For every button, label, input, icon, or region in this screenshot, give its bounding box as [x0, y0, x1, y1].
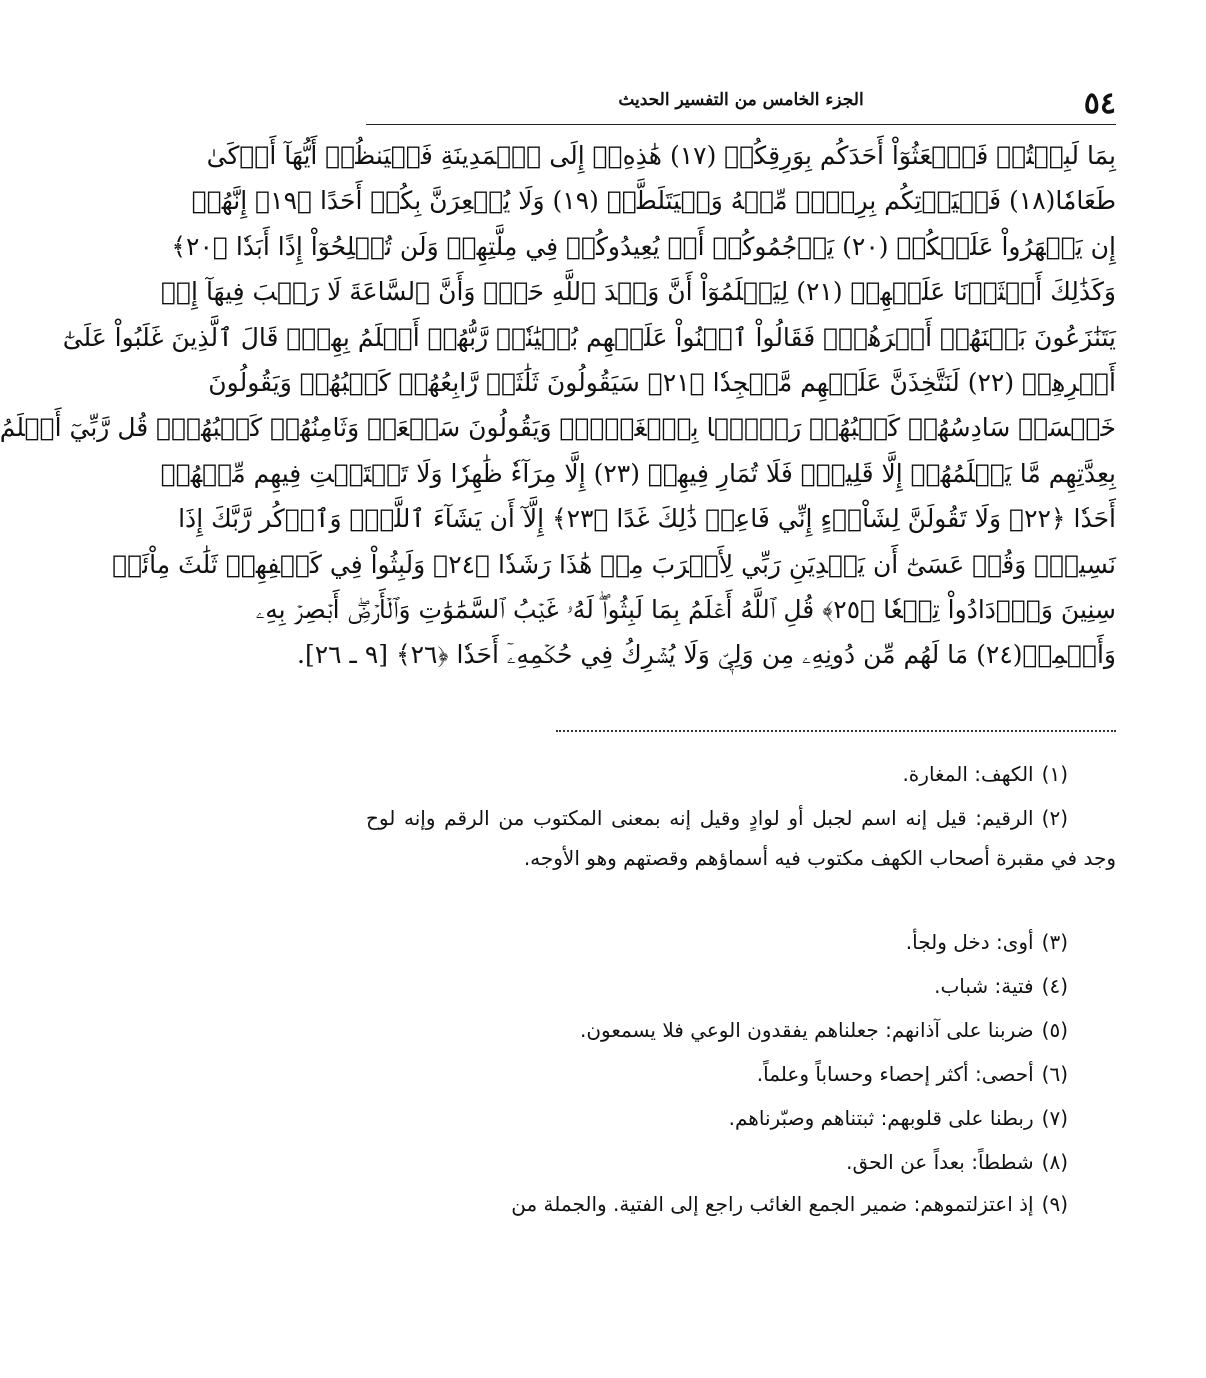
verse-line: خَمۡسَةٞ سَادِسُهُمۡ كَلۡبُهُمۡ رَجۡمَۢا بِٱلۡغَيۡبِۖ وَيَقُولُونَ سَبۡعَةٞ وَثَامِنُهُمۡ كَلۡبُهُمۡۚ قُل رَّبِّيٓ أَعۡلَمُ [0, 413, 1116, 443]
footnote-number: (٤) [1041, 974, 1068, 998]
footnote-text: ضربنا على آذانهم: جعلناهم يفقدون الوعي فلا يسمعون. [579, 1018, 1034, 1042]
footnote-number: (٥) [1041, 1018, 1068, 1042]
footnote-separator [556, 730, 1116, 732]
footnote-text: الرقيم: قيل إنه اسم لجبل أو لوادٍ وقيل إنه بمعنى المكتوب من الرقم وإنه لوح وجد في مقبرة أصحاب الكهف مكتوب فيه أسماؤهم وقصتهم وهو الأوجه. [366, 806, 1116, 870]
footnote-number: (٨) [1041, 1150, 1068, 1174]
verse-line: أَمۡرِهِمۡ (٢٢) لَنَتَّخِذَنَّ عَلَيۡهِم مَّسۡجِدٗا ﴿٢١﴾ سَيَقُولُونَ ثَلَٰثَةٞ رَّابِعُهُمۡ كَلۡبُهُمۡ وَيَقُولُونَ [208, 367, 1116, 397]
verse-line: وَأَسۡمِعۡ(٢٤) مَا لَهُم مِّن دُونِهِۦ مِن وَلِيّٖ وَلَا يُشۡرِكُ فِي حُكۡمِهِۦٓ أَحَدٗا ﴿٢٦﴾ [٩ ـ ٢٦]. [297, 640, 1116, 670]
footnote-text: إذ اعتزلتموهم: ضمير الجمع الغائب راجع إلى الفتية. والجملة من [511, 1192, 1034, 1216]
footnote [511, 1192, 1068, 1216]
quran-verses [0, 133, 1116, 678]
footnote-number: (٣) [1041, 930, 1068, 954]
footnote-number: (٧) [1041, 1106, 1068, 1130]
footnote-text: الكهف: المغارة. [902, 762, 1034, 786]
footnote-number: (٩) [1041, 1192, 1068, 1216]
footnote-text: ربطنا على قلوبهم: ثبتناهم وصبّرناهم. [728, 1106, 1034, 1130]
verse-line: نَسِيتَۚ وَقُلۡ عَسَىٰٓ أَن يَهۡدِيَنِ رَبِّي لِأَقۡرَبَ مِنۡ هَٰذَا رَشَدٗا ﴿٢٤﴾ وَلَبِثُواْ فِي كَهۡفِهِمۡ ثَلَٰثَ مِاْئَةٖ [112, 549, 1116, 579]
footnote-number: (٢) [1041, 806, 1068, 830]
verse-line: أَحَدٗا ﴿٢٢﴾ وَلَا تَقُولَنَّ لِشَاْيۡءٍ إِنِّي فَاعِلٞ ذَٰلِكَ غَدًا ﴿٢٣﴾ إِلَّآ أَن يَشَآءَ ٱللَّهُۚ وَٱذۡكُر رَّبَّكَ إِذَا [178, 504, 1116, 534]
footnote [729, 1106, 1068, 1130]
verse-line: إِن يَظۡهَرُواْ عَلَيۡكُمۡ (٢٠) يَرۡجُمُوكُمۡ أَوۡ يُعِيدُوكُمۡ فِي مِلَّتِهِمۡ وَلَن تُفۡلِحُوٓاْ إِذًا أَبَدٗا ﴿٢٠﴾ [171, 231, 1116, 261]
header-divider [366, 124, 1116, 125]
footnote [846, 1150, 1068, 1174]
verse-line: طَعَامٗا(١٨) فَلۡيَأۡتِكُم بِرِزۡقٖ مِّنۡهُ وَلۡيَتَلَطَّفۡ (١٩) وَلَا يُشۡعِرَنَّ بِكُمۡ أَحَدًا ﴿١٩﴾ إِنَّهُمۡ [191, 186, 1116, 216]
footnote-text: أحصى: أكثر إحصاء وحساباً وعلماً. [756, 1062, 1034, 1086]
page-header [366, 80, 1116, 120]
footnote-text: فتية: شباب. [934, 974, 1034, 998]
footnote [934, 974, 1068, 998]
footnote-text: شططاً: بعداً عن الحق. [846, 1150, 1034, 1174]
footnote [580, 1018, 1068, 1042]
footnote [906, 930, 1068, 954]
page-number: ٥٤ [1083, 86, 1116, 121]
verse-line: سِنِينَ وَٱزۡدَادُواْ تِسۡعٗا ﴿٢٥﴾ قُلِ ٱللَّهُ أَعۡلَمُ بِمَا لَبِثُواْۖ لَهُۥ غَيۡبُ ٱلسَّمَٰوَٰتِ وَٱلۡأَرۡضِۖ أَبۡصِرۡ بِهِۦ [255, 594, 1116, 624]
footnote-text: أوى: دخل ولجأ. [905, 930, 1034, 954]
footnote [757, 1062, 1068, 1086]
footnote-number: (٦) [1041, 1062, 1068, 1086]
verse-line: بِمَا لَبِثۡتُمۡ فَٱبۡعَثُوٓاْ أَحَدَكُم بِوَرِقِكُمۡ (١٧) هَٰذِهِۦٓ إِلَى ٱلۡمَدِينَةِ فَلۡيَنظُرۡ أَيُّهَآ أَزۡكَىٰ [206, 141, 1116, 170]
verse-line: بِعِدَّتِهِم مَّا يَعۡلَمُهُمۡ إِلَّا قَلِيلٞۗ فَلَا تُمَارِ فِيهِمۡ (٢٣) إِلَّا مِرَآءٗ ظَٰهِرٗا وَلَا تَسۡتَفۡتِ فِيهِم مِّنۡهُمۡ [160, 458, 1116, 488]
footnote [366, 798, 1116, 878]
footnote-number: (١) [1041, 762, 1068, 786]
verse-line: يَتَنَٰزَعُونَ بَيۡنَهُمۡ أَمۡرَهُمۡۖ فَقَالُواْ ٱبۡنُواْ عَلَيۡهِم بُنۡيَٰنٗاۖ رَّبُّهُمۡ أَعۡلَمُ بِهِمۡۚ قَالَ ٱلَّذِينَ غَلَبُواْ عَلَىٰٓ [62, 322, 1116, 352]
running-title: الجزء الخامس من التفسير الحديث [618, 90, 864, 110]
footnote [902, 762, 1068, 786]
verse-line: وَكَذَٰلِكَ أَعۡثَرۡنَا عَلَيۡهِمۡ (٢١) لِيَعۡلَمُوٓاْ أَنَّ وَعۡدَ ٱللَّهِ حَقّٞ وَأَنَّ ٱلسَّاعَةَ لَا رَيۡبَ فِيهَآ إِذۡ [161, 277, 1116, 307]
